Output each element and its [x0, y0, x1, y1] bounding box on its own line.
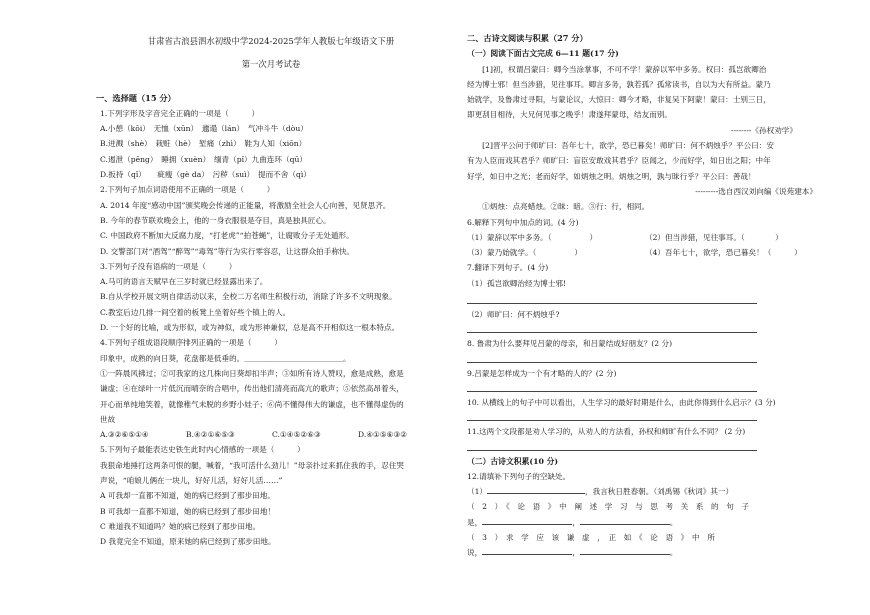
- q12-item-3-line-1: （ 3 ） 求 学 应 该 谦 虚 ， 正 如 《 论 语 》 中 所: [467, 533, 715, 543]
- q6-item-3: （3）蒙乃始就学。（ ）: [467, 248, 582, 258]
- q3-option-c: C.教室后边几排一间空着的板凳上坐着好些个镇上的人。: [100, 307, 291, 317]
- q12-3-blank-2[interactable]: [580, 546, 670, 555]
- passage-1-line-3: 始就学，及鲁肃过寻阳，与蒙论议，大惊曰：卿今才略，非复吴下阿蒙！蒙曰：士别三日，: [467, 95, 771, 105]
- q5-passage-1: 我狠命地捶打这两条可恨的腿，喊着，“我可活什么劲儿！”母亲扑过来抓住我的手，忍住哭: [100, 460, 404, 470]
- q4-options: [96, 427, 446, 442]
- q6-item-1: （1）蒙辞以军中多务。（ ）: [467, 232, 598, 242]
- q4-sentence-3: 开心而单纯地笑着，就像稚气未脱的乡野小娃子；⑥尚不懂得伟大的谦虚，也不懂得虚伪的: [100, 399, 404, 409]
- right-column: [467, 0, 817, 561]
- passage-note: ①炳烛：点亮蜡烛。②昧：暗。③行：行，相同。: [467, 202, 650, 212]
- q2-stem: 2.下列句子加点词语使用不正确的一项是（ ）: [100, 185, 275, 195]
- passage-1-source: --------《孙权劝学》: [730, 125, 797, 135]
- q5-option-c: C 难道我不知道吗？她的病已经到了那步田地。: [100, 521, 261, 531]
- subsection-1-heading: （一）阅读下面古文完成 6—11 题(17 分): [467, 49, 619, 59]
- q1-option-b: B.迸溅（shè） 栽赃（hè） 堑痛（zhì） 鞋为人知（xiōn）: [100, 139, 307, 149]
- q2-option-c: C. 中国政府不断加大反腐力度，“打老虎”“拍苍蝇”，让腐败分子无处遁形。: [100, 231, 354, 241]
- passage-2-line-2: 有为人臣而戏其君乎？师旷曰：盲臣安敢戏其君乎？臣闻之，少而好学，如日出之阳；中年: [467, 156, 771, 166]
- passage-2-source: ---------选自西汉刘向编《说苑建本》: [695, 186, 817, 196]
- exam-title: 甘肃省古浪县泗水初级中学2024-2025学年人教版七年级语文下册: [147, 36, 395, 46]
- q4-sentence-4: 世故: [100, 414, 116, 424]
- q8-stem: 8. 鲁肃为什么要拜见吕蒙的母亲，和吕蒙结成好朋友？(2 分): [467, 339, 673, 349]
- q7-stem: 7.翻译下列句子。(4 分): [467, 263, 549, 273]
- q6-stem: 6.解释下列句中加点的词。(4 分): [467, 217, 579, 227]
- q12-item-2-line-1: （ 2 ） 《 论 语 》 中 阐 述 学 习 与 思 考 关 系 的 句 子: [467, 502, 749, 512]
- q7-item-1: （1）孤岂欲卿治经为博士邪!: [467, 278, 567, 288]
- q5-option-a: A 可我却一直都不知道，她的病已经到了那步田地。: [100, 491, 275, 501]
- q6-row-2: [467, 245, 817, 260]
- q4-option-d: D.④①⑤⑥③②: [358, 430, 408, 440]
- passage-2-line-1: [2]晋平公问于师旷曰：吾年七十，欲学，恐已暮矣！师旷曰：何不炳烛乎？平公曰：安: [467, 141, 774, 151]
- q12-stem: 12.请填补下列句子的空缺处。: [467, 471, 571, 481]
- q10-answer-line[interactable]: [467, 410, 757, 421]
- q3-option-d: D. 一个好的比喻，或为形似，或为神似，或为形神兼似，总是高不开相似这一根本特点。: [100, 323, 400, 333]
- q6-item-2: （2）但当涉猎，见往事耳。（ ）: [645, 232, 783, 242]
- section-2-heading: 二、古诗文阅读与积累（27 分）: [467, 33, 588, 43]
- q4-option-b: B.④②①⑥⑤③: [186, 430, 235, 440]
- q8-answer-line[interactable]: [467, 352, 757, 363]
- q3-option-b: B.自从学校开展文明自律活动以来，全校二万名师生积极行动，消除了许多不文明现象。: [100, 292, 397, 302]
- passage-1-line-1: [1]初，权谓吕蒙曰：卿今当涂掌事，不可不学！蒙辞以军中多务。权曰：孤岂欲卿治: [467, 64, 767, 74]
- q5-option-d: D 我竟完全不知道，原来她的病已经到了那步田地。: [100, 537, 276, 547]
- passage-2-line-3: 好学，如日中之光；老而好学，如炳烛之明。炳烛之明，孰与昧行乎？平公曰：善哉！: [467, 171, 756, 181]
- q7-answer-line-1[interactable]: [467, 293, 757, 304]
- q12-item-2-line-2: 是， ， 。: [467, 517, 678, 527]
- q4-stem: 4.下列句子组成语段顺序排列正确的一项是（ ）: [100, 338, 282, 348]
- q5-option-b: B 可我却一直都不知道，她的病已经到了那步田地！: [100, 506, 276, 516]
- q7-item-2: （2）师旷曰：何不炳烛乎?: [467, 310, 560, 320]
- q12-item-1: （1） ，我言秋日胜春朝。（刘禹锡《秋词》其一）: [467, 487, 734, 497]
- q3-option-a: A.马可的语言天赋早在三岁时就已经显露出来了。: [100, 277, 268, 287]
- q2-option-b: B. 今年的春节联欢晚会上，他的一身衣服很是夺目，真是独具匠心。: [100, 215, 331, 225]
- q12-2-blank-1[interactable]: [482, 516, 572, 525]
- q1-stem: 1.下列字形及字音完全正确的一项是（ ）: [100, 108, 260, 118]
- q4-context: 印象中，成熟的向日葵，花盘都是低垂的。＿＿＿＿＿＿＿＿＿＿＿＿＿。: [100, 353, 351, 363]
- q7-answer-line-2[interactable]: [467, 322, 757, 333]
- q5-passage-2: 声说，“咱娘儿俩在一块儿，好好儿活，好好儿活……”: [100, 476, 283, 486]
- q12-item-3-line-2: 说， ， 。: [467, 548, 678, 558]
- q11-answer-line[interactable]: [467, 440, 757, 451]
- subsection-2-heading: （二）古诗文积累(10 分): [467, 456, 559, 466]
- q6-row-1: [467, 230, 817, 245]
- q10-stem: 10. 从横线上的句子中可以看出，人生学习的最好时期是什么，由此你得到什么启示？(3 分): [467, 397, 776, 407]
- q3-stem: 3.下列句子没有语病的一项是（ ）: [100, 261, 237, 271]
- q11-stem: 11.这两个文段都是劝人学习的，从劝人的方法看，孙权和师旷有什么不同？ (2 分): [467, 427, 746, 437]
- exam-subtitle: 第一次月考试卷: [241, 59, 301, 70]
- left-column: [96, 0, 446, 550]
- q12-2-blank-2[interactable]: [580, 516, 670, 525]
- q9-stem: 9.吕蒙是怎样成为一个有才略的人的？(2 分): [467, 368, 617, 378]
- q1-option-d: D.扳持（qǐ） 疵瘦（gè da） 污秽（suì） 提而不舍（qì）: [100, 170, 311, 180]
- q12-3-blank-1[interactable]: [482, 546, 572, 555]
- q4-sentence-1: ①一阵晨风拂过；②可我家的这几株向日葵却扣半声；③如所有诗人赞叹，愈是成熟，愈是: [100, 368, 404, 378]
- q5-stem: 5.下列句子最能表达史铁生此时内心情感的一项是（ ）: [100, 445, 305, 455]
- passage-1-line-2: 经为博士邪！但当涉猎，见往事耳。卿言多务，孰若孤？孤常读书，自以为大有所益。蒙乃: [467, 79, 771, 89]
- q2-option-a: A. 2014 年度“感动中国”颁奖晚会传递的正能量，将激励全社会人心向善，见贤思齐。: [100, 200, 391, 210]
- passage-1-line-4: 即更刮目相待，大兄何见事之晚乎！肃遂拜蒙母，结友而别。: [467, 110, 673, 120]
- q12-1-blank[interactable]: [487, 485, 585, 494]
- q1-option-a: A.小憩（kōi） 无恤（xūn） 邋遢（lán） 气冲斗牛（dòu）: [100, 124, 308, 134]
- q2-option-d: D. 交警部门对“酒驾”“醉驾”“毒驾”等行为实行零容忍，让这群众拍手称快。: [100, 246, 355, 256]
- q4-option-c: C.①④⑤②⑥③: [272, 430, 321, 440]
- section-1-heading: 一、选择题（15 分）: [96, 92, 176, 103]
- q9-answer-line[interactable]: [467, 381, 757, 392]
- q4-option-a: A.③②⑥⑤①④: [100, 430, 149, 440]
- q6-item-4: （4）吾年七十，欲学，恐已暮矣！（ ）: [645, 248, 802, 258]
- q1-option-c: C.遏泄（pēng） 睡拥（xuèn） 缅青（pǐ）九曲连环（qū）: [100, 154, 307, 164]
- q4-sentence-2: 谦虚；④在绿叶一片低沉而晴奈的合唱中，传出他们清亮而高亢的歌声；⑤依然高昂着头，: [100, 384, 404, 394]
